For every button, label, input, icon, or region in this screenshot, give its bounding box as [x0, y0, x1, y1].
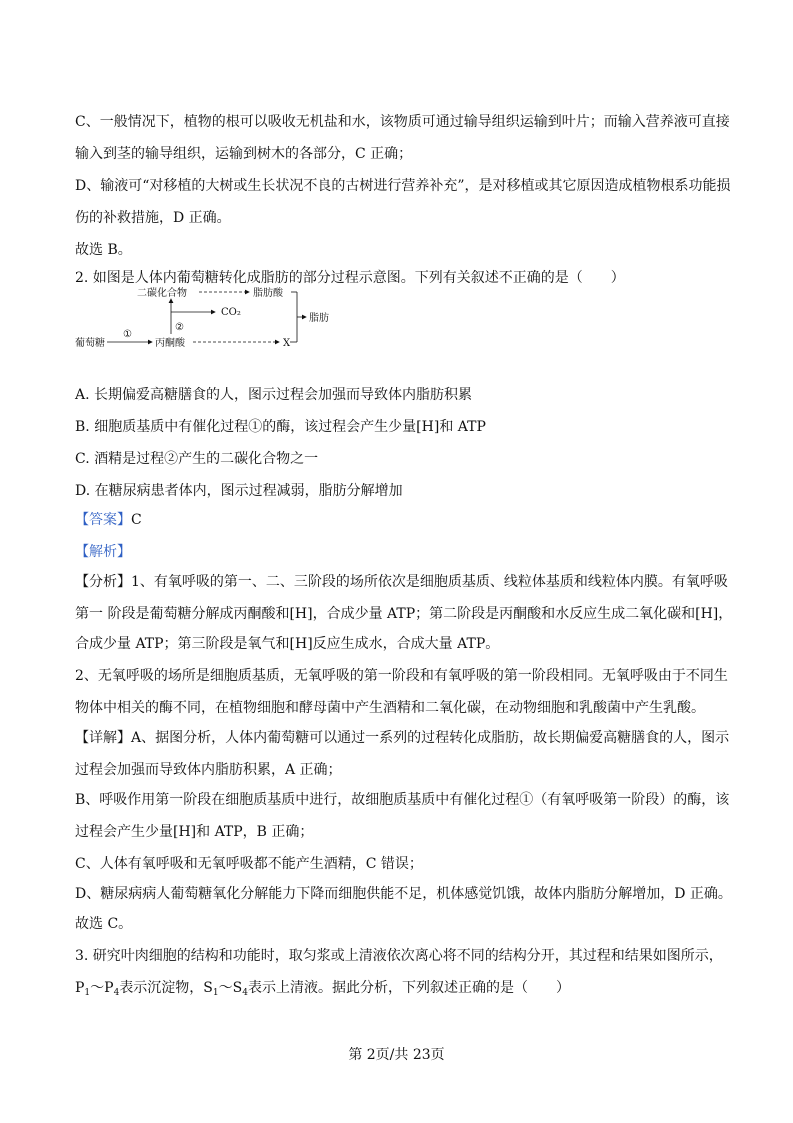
- analysis-line: 【详解】A、据图分析，人体内葡萄糖可以通过一系列的过程转化成脂肪，故长期偏爱高糖膳食的人，图示: [75, 730, 730, 746]
- analysis-line: 过程会产生少量[H]和 ATP，B 正确；: [75, 824, 314, 840]
- analysis-line: 过程会加强而导致体内脂肪积累，A 正确；: [75, 762, 342, 778]
- label-x: X: [283, 338, 291, 349]
- option-b: B. 细胞质基质中有催化过程①的酶，该过程会产生少量[H]和 ATP: [75, 419, 486, 435]
- analysis-line: 第一 阶段是葡萄糖分解成丙酮酸和[H]，合成少量 ATP；第二阶段是丙酮酸和水反应生成二氧化碳和[H]，: [75, 606, 733, 622]
- option-a: A. 长期偏爱高糖膳食的人，图示过程会加强而导致体内脂肪积累: [75, 387, 473, 403]
- option-c: C. 酒精是过程②产生的二碳化合物之一: [75, 451, 319, 467]
- label-glucose: 葡萄糖: [75, 338, 105, 349]
- page-footer: 第 2页/共 23页: [348, 1047, 445, 1063]
- question-2-stem: 2. 如图是人体内葡萄糖转化成脂肪的部分过程示意图。下列有关叙述不正确的是（ ）: [75, 270, 625, 286]
- analysis-tag: 【解析】: [75, 544, 131, 560]
- analysis-line: B、呼吸作用第一阶段在细胞质基质中进行，故细胞质基质中有催化过程①（有氧呼吸第一阶段）的酶，该: [75, 792, 730, 808]
- label-pyruvate: 丙酮酸: [155, 338, 185, 349]
- analysis-line: 2、无氧呼吸的场所是细胞质基质，无氧呼吸的第一阶段和有氧呼吸的第一阶段相同。无氧呼吸由于不同生: [75, 668, 728, 684]
- question-3-stem-line2: $P_1\sim P_4$表示沉淀物，$S_1\sim S_4$表示上清液。据此分析，下列叙述正确的是（ ）: [75, 980, 570, 998]
- label-step-1: ①: [123, 329, 132, 340]
- analysis-line: C、人体有氧呼吸和无氧呼吸都不能产生酒精，C 错误；: [75, 856, 423, 872]
- glucose-to-fat-diagram: [75, 284, 375, 356]
- text-line: 故选 B。: [75, 242, 132, 258]
- label-co2: CO₂: [221, 307, 241, 318]
- analysis-line: 合成少量 ATP；第三阶段是氧气和[H]反应生成水，合成大量 ATP。: [75, 636, 500, 652]
- answer-value: C: [131, 512, 142, 528]
- text-line: C、一般情况下，植物的根可以吸收无机盐和水，该物质可通过输导组织运输到叶片；而输入营养液可直接: [75, 114, 730, 130]
- text-line: 伤的补救措施，D 正确。: [75, 210, 231, 226]
- text-line: 输入到茎的输导组织，运输到树木的各部分，C 正确；: [75, 146, 413, 162]
- text-line: D、输液可“对移植的大树或生长状况不良的古树进行营养补充”，是对移植或其它原因造成植物根系功能损: [75, 178, 731, 194]
- question-3-stem: 3. 研究叶肉细胞的结构和功能时，取匀浆或上清液依次离心将不同的结构分开，其过程和结果如图所示，: [75, 948, 723, 964]
- label-fat: 脂肪: [309, 313, 329, 324]
- option-d: D. 在糖尿病患者体内，图示过程减弱，脂肪分解增加: [75, 483, 403, 499]
- label-step-2: ②: [175, 322, 184, 333]
- answer-line: [75, 510, 142, 530]
- analysis-line: 【分析】1、有氧呼吸的第一、二、三阶段的场所依次是细胞质基质、线粒体基质和线粒体内膜。有氧呼吸: [75, 574, 728, 590]
- label-two-carbon: 二碳化合物: [137, 288, 187, 299]
- analysis-line: 物体中相关的酶不同，在植物细胞和酵母菌中产生酒精和二氧化碳，在动物细胞和乳酸菌中产生乳酸。: [75, 700, 705, 716]
- analysis-line: D、糖尿病病人葡萄糖氧化分解能力下降而细胞供能不足，机体感觉饥饿，故体内脂肪分解增加，D 正确。: [75, 886, 732, 902]
- label-fatty-acid: 脂肪酸: [253, 288, 283, 299]
- analysis-line: 故选 C。: [75, 916, 133, 932]
- answer-tag: 【答案】: [75, 512, 131, 528]
